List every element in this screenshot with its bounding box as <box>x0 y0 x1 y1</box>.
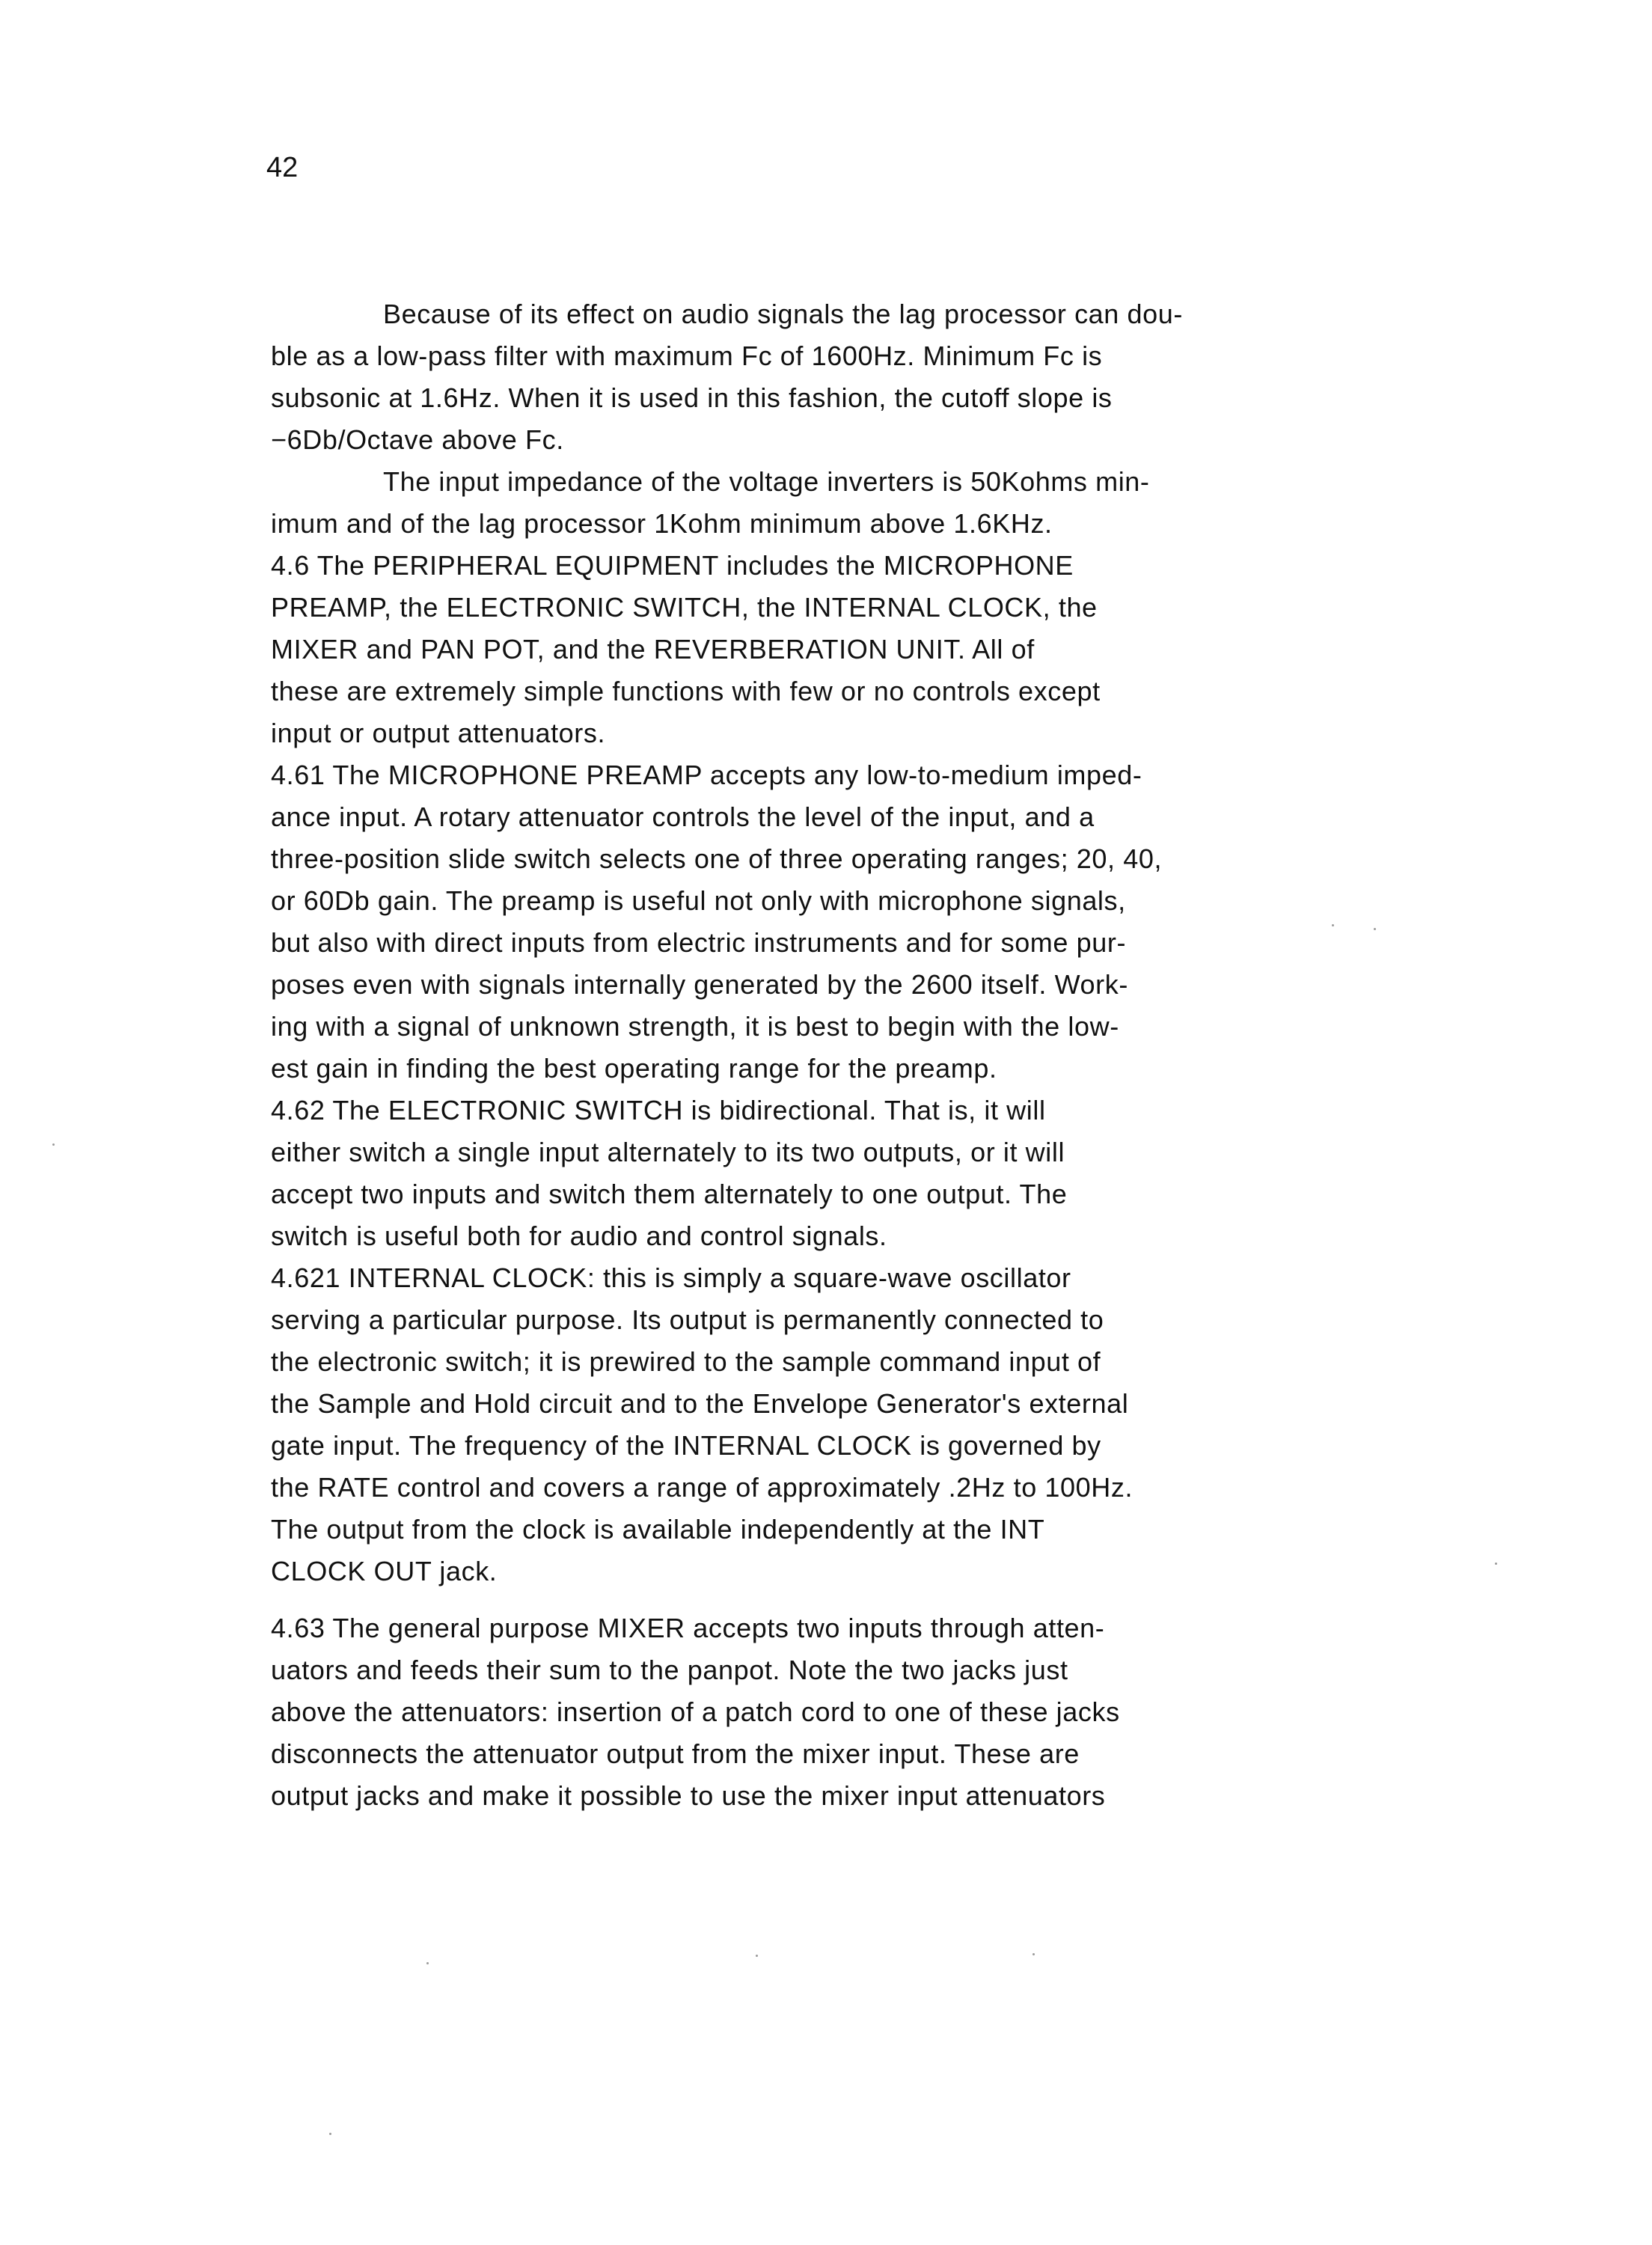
text-line: ing with a signal of unknown strength, it is best to begin with the low- <box>271 1011 1119 1042</box>
text-line: input or output attenuators. <box>271 718 606 748</box>
scan-speck <box>329 2133 331 2135</box>
text-line: poses even with signals internally generated by the 2600 itself. Work- <box>271 969 1128 1000</box>
scan-speck <box>1032 1953 1035 1955</box>
text-line: The input impedance of the voltage inverters is 50Kohms min- <box>383 466 1150 497</box>
text-line: above the attenuators: insertion of a patch cord to one of these jacks <box>271 1696 1120 1727</box>
text-line: accept two inputs and switch them alternately to one output. The <box>271 1179 1068 1209</box>
text-line: but also with direct inputs from electric instruments and for some pur- <box>271 927 1127 958</box>
section-4-6-peripheral-equipment <box>271 545 1258 754</box>
text-line: est gain in finding the best operating range for the preamp. <box>271 1053 997 1084</box>
text-line: the electronic switch; it is prewired to the sample command input of <box>271 1346 1101 1377</box>
text-line: disconnects the attenuator output from the mixer input. These are <box>271 1738 1080 1769</box>
scan-speck <box>1495 1563 1497 1565</box>
text-line: 4.62 The ELECTRONIC SWITCH is bidirectional. That is, it will <box>271 1095 1046 1125</box>
text-line: The output from the clock is available independently at the INT <box>271 1514 1045 1545</box>
body-text <box>271 293 1258 1817</box>
section-4-63-mixer <box>271 1607 1258 1817</box>
section-4-61-microphone-preamp <box>271 754 1258 1090</box>
text-line: ance input. A rotary attenuator controls the level of the input, and a <box>271 801 1095 832</box>
text-line: 4.621 INTERNAL CLOCK: this is simply a square-wave oscillator <box>271 1262 1071 1293</box>
text-line: imum and of the lag processor 1Kohm minimum above 1.6KHz. <box>271 508 1053 539</box>
text-line: serving a particular purpose. Its output is permanently connected to <box>271 1304 1104 1335</box>
paragraph-input-impedance <box>271 461 1258 545</box>
section-4-62-electronic-switch <box>271 1090 1258 1257</box>
scan-speck <box>1332 924 1334 926</box>
scan-speck <box>1374 928 1376 930</box>
scan-speck <box>756 1955 758 1957</box>
text-line: 4.63 The general purpose MIXER accepts two inputs through atten- <box>271 1613 1105 1643</box>
text-line: ble as a low-pass filter with maximum Fc of 1600Hz. Minimum Fc is <box>271 340 1103 371</box>
text-line: Because of its effect on audio signals the lag processor can dou- <box>383 299 1183 329</box>
text-line: uators and feeds their sum to the panpot. Note the two jacks just <box>271 1655 1068 1685</box>
scan-speck <box>52 1143 55 1146</box>
text-line: 4.61 The MICROPHONE PREAMP accepts any low-to-medium imped- <box>271 760 1142 790</box>
text-line: subsonic at 1.6Hz. When it is used in this fashion, the cutoff slope is <box>271 382 1113 413</box>
scan-speck <box>426 1962 429 1964</box>
text-line: switch is useful both for audio and control signals. <box>271 1221 887 1251</box>
text-line: gate input. The frequency of the INTERNAL CLOCK is governed by <box>271 1430 1101 1461</box>
text-line: 4.6 The PERIPHERAL EQUIPMENT includes the MICROPHONE <box>271 550 1074 581</box>
text-line: CLOCK OUT jack. <box>271 1556 498 1586</box>
text-line: the RATE control and covers a range of approximately .2Hz to 100Hz. <box>271 1472 1134 1503</box>
text-line: MIXER and PAN POT, and the REVERBERATION UNIT. All of <box>271 634 1035 665</box>
paragraph-lag-processor <box>271 293 1258 461</box>
text-line: either switch a single input alternately to its two outputs, or it will <box>271 1137 1065 1167</box>
text-line: PREAMP, the ELECTRONIC SWITCH, the INTERNAL CLOCK, the <box>271 592 1098 623</box>
page-number: 42 <box>266 152 299 183</box>
text-line: three-position slide switch selects one of three operating ranges; 20, 40, <box>271 843 1163 874</box>
text-line: −6Db/Octave above Fc. <box>271 424 564 455</box>
text-line: output jacks and make it possible to use the mixer input attenuators <box>271 1780 1106 1811</box>
section-4-621-internal-clock <box>271 1257 1258 1592</box>
text-line: these are extremely simple functions with few or no controls except <box>271 676 1101 706</box>
text-line: the Sample and Hold circuit and to the Envelope Generator's external <box>271 1388 1129 1419</box>
text-line: or 60Db gain. The preamp is useful not only with microphone signals, <box>271 885 1126 916</box>
